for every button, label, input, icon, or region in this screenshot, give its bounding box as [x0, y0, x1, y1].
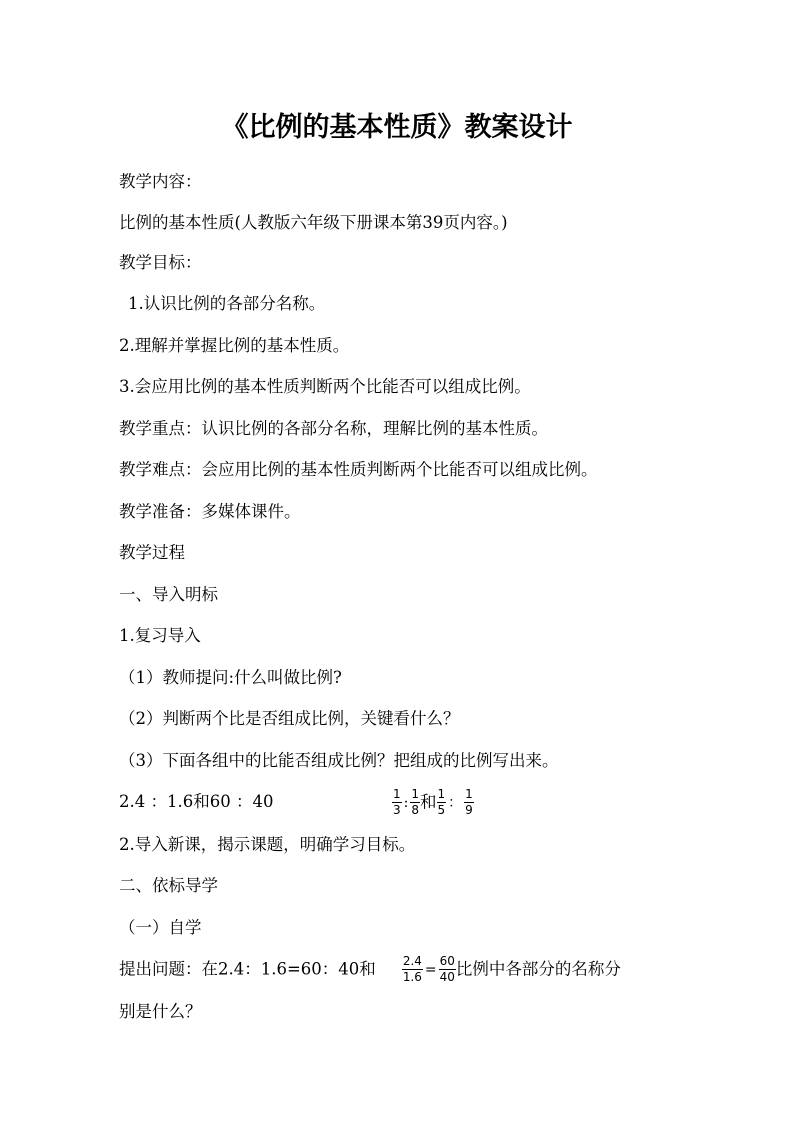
text-line: （3）下面各组中的比能否组成比例？把组成的比例写出来。 [119, 751, 559, 770]
fraction: $\frac{1}{5}$ [437, 787, 446, 817]
text-line: 2.理解并掌握比例的基本性质。 [119, 336, 350, 355]
text-line: 别是什么？ [119, 1002, 202, 1021]
text-line: 3.会应用比例的基本性质判断两个比能否可以组成比例。 [119, 377, 531, 396]
text-line: 教学内容： [119, 172, 202, 191]
question-line: 提出问题：在2.4：1.6=60：40和 $\frac{2.4}{1.6}$ = $\frac{60}{40}$ 比例中各部分的名称分 [119, 954, 621, 984]
document-title: 《比例的基本性质》教案设计 [221, 112, 573, 143]
text-line: 教学过程 [119, 543, 185, 562]
fraction-ratio-example: $\frac{1}{3}$ : $\frac{1}{8}$ 和 $\frac{1}{5}$ ： $\frac{1}{9}$ [393, 787, 473, 817]
text-line: 教学目标： [119, 253, 202, 272]
fraction: $\frac{2.4}{1.6}$ [402, 954, 422, 984]
text-line: 二、依标导学 [119, 876, 218, 895]
fraction: $\frac{60}{40}$ [439, 954, 455, 984]
ratio-pair-text: 2.4 ：1.6和60 ：40 [119, 792, 274, 811]
text-line: 1.认识比例的各部分名称。 [128, 294, 326, 313]
text-line: 教学准备：多媒体课件。 [119, 502, 301, 521]
fraction: $\frac{1}{3}$ [393, 787, 401, 817]
text-line: 1.复习导入 [119, 626, 201, 645]
text-line: （2）判断两个比是否组成比例，关键看什么？ [119, 709, 460, 728]
text-line: （一）自学 [119, 918, 202, 937]
text-line: 教学难点：会应用比例的基本性质判断两个比能否可以组成比例。 [119, 460, 598, 479]
text-line: （1）教师提问:什么叫做比例? [119, 668, 342, 687]
text-line: 一、导入明标 [119, 585, 218, 604]
text-line: 比例的基本性质(人教版六年级下册课本第39页内容。) [119, 213, 508, 232]
fraction: $\frac{1}{8}$ [411, 787, 419, 817]
text-line: 2.导入新课，揭示课题，明确学习目标。 [119, 835, 416, 854]
fraction: $\frac{1}{9}$ [465, 787, 473, 817]
text-line: 教学重点：认识比例的各部分名称，理解比例的基本性质。 [119, 419, 548, 438]
